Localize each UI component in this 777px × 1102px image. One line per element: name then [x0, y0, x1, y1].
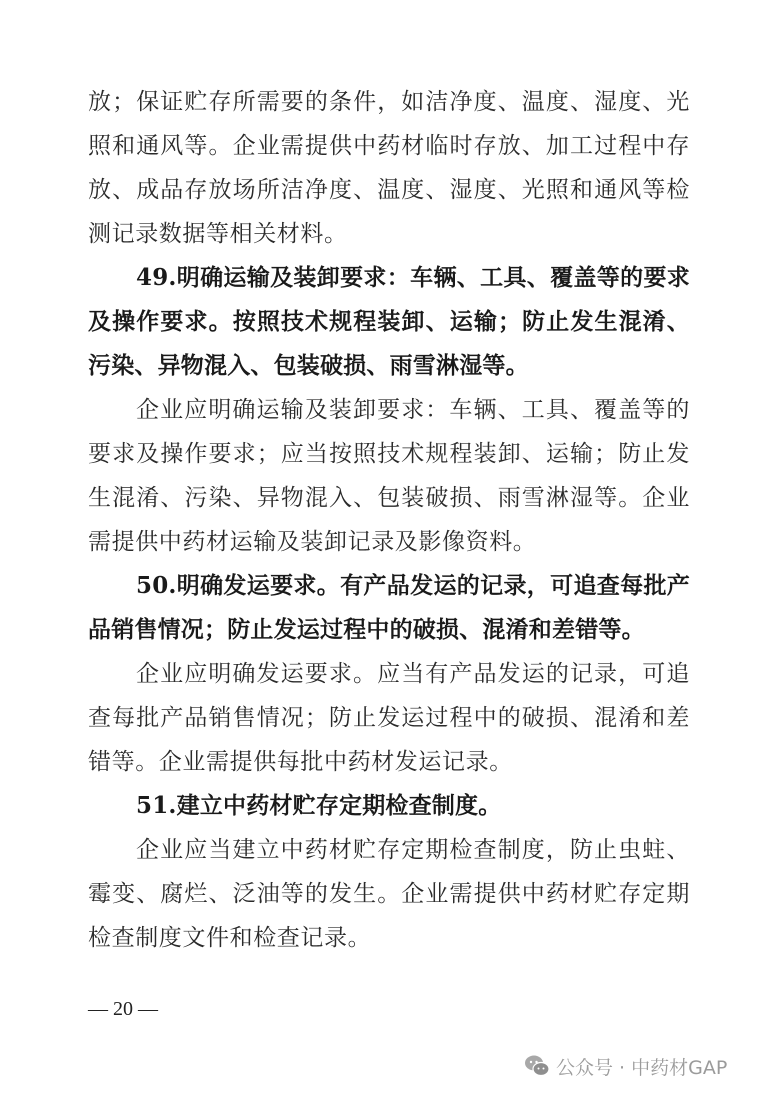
- section-49-heading: 49.明确运输及装卸要求：车辆、工具、覆盖等的要求及操作要求。按照技术规程装卸、运输；防止发生混淆、污染、异物混入、包装破损、雨雪淋湿等。: [88, 264, 690, 379]
- document-page: [88, 80, 690, 960]
- section-51-body: 企业应当建立中药材贮存定期检查制度，防止虫蛀、霉变、腐烂、泛油等的发生。企业需提供中药材贮存定期检查制度文件和检查记录。: [88, 837, 690, 951]
- paragraph-continuation: 放；保证贮存所需要的条件，如洁净度、温度、湿度、光照和通风等。企业需提供中药材临时存放、加工过程中存放、成品存放场所洁净度、温度、湿度、光照和通风等检测记录数据等相关材料。: [88, 89, 690, 247]
- wechat-icon: [524, 1054, 550, 1078]
- section-50-body: 企业应明确发运要求。应当有产品发运的记录，可追查每批产品销售情况；防止发运过程中的破损、混淆和差错等。企业需提供每批中药材发运记录。: [88, 661, 690, 775]
- page-number: — 20 —: [88, 998, 158, 1020]
- section-50-heading: 50.明确发运要求。有产品发运的记录，可追查每批产品销售情况；防止发运过程中的破损、混淆和差错等。: [88, 572, 690, 643]
- watermark: [524, 1052, 727, 1080]
- section-51-heading: 51.建立中药材贮存定期检查制度。: [136, 792, 502, 819]
- section-49-body: 企业应明确运输及装卸要求：车辆、工具、覆盖等的要求及操作要求；应当按照技术规程装卸、运输；防止发生混淆、污染、异物混入、包装破损、雨雪淋湿等。企业需提供中药材运输及装卸记录及影像资料。: [88, 397, 690, 555]
- watermark-text: 公众号 · 中药材GAP: [556, 1056, 728, 1079]
